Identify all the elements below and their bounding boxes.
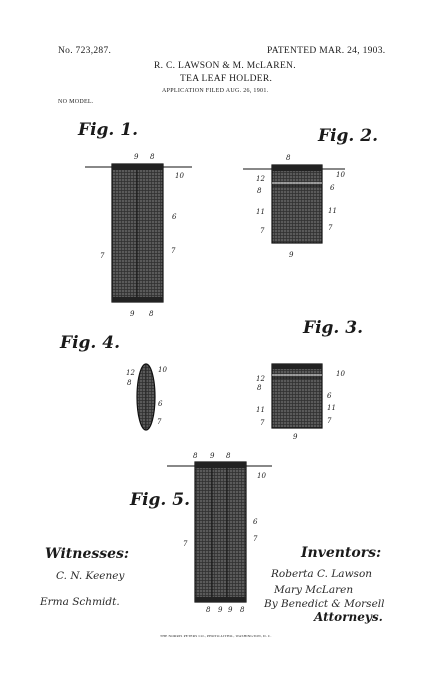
fig3-drawing xyxy=(272,364,322,428)
ref-12: 12 xyxy=(256,175,265,183)
ref-7: 7 xyxy=(157,418,162,426)
patent-date: PATENTED MAR. 24, 1903. xyxy=(267,46,386,56)
ref-8: 8 xyxy=(286,154,291,162)
ref-10: 10 xyxy=(158,366,167,374)
ref-7: 7 xyxy=(260,419,265,427)
ref-8: 8 xyxy=(257,187,262,195)
fig5-label: Fig. 5. xyxy=(130,490,190,510)
ref-10: 10 xyxy=(336,370,345,378)
inventor-signature-1: Roberta C. Lawson xyxy=(271,568,373,580)
ref-7: 7 xyxy=(260,227,265,235)
ref-8: 8 xyxy=(206,606,211,614)
ref-11: 11 xyxy=(256,208,265,216)
ref-8: 8 xyxy=(257,384,262,392)
attorneys-label: Attorneys. xyxy=(314,610,383,624)
ref-12: 12 xyxy=(256,375,265,383)
witness-signature-2: Erma Schmidt. xyxy=(40,596,120,608)
fig3-label: Fig. 3. xyxy=(303,318,363,338)
ref-9: 9 xyxy=(293,433,298,441)
ref-10: 10 xyxy=(336,171,345,179)
attorney-signature: By Benedict & Morsell xyxy=(264,598,385,610)
printer-credit: THE NORRIS PETERS CO., PHOTO-LITHO., WASHINGTON, D. C. xyxy=(160,634,272,638)
ref-9: 9 xyxy=(210,452,215,460)
ref-8: 8 xyxy=(150,153,155,161)
patent-number: No. 723,287. xyxy=(58,46,112,56)
ref-8: 8 xyxy=(240,606,245,614)
ref-11: 11 xyxy=(256,406,265,414)
ref-7: 7 xyxy=(253,535,258,543)
ref-9: 9 xyxy=(289,251,294,259)
ref-7: 7 xyxy=(100,252,105,260)
ref-8: 8 xyxy=(193,452,198,460)
ref-6: 6 xyxy=(327,392,332,400)
inventors-heading: Inventors: xyxy=(301,545,382,561)
ref-10: 10 xyxy=(257,472,266,480)
fig4-drawing xyxy=(137,364,155,430)
fig1-label: Fig. 1. xyxy=(78,120,138,140)
ref-9: 9 xyxy=(134,153,139,161)
ref-7: 7 xyxy=(327,417,332,425)
inventor-names: R. C. LAWSON & M. McLAREN. xyxy=(154,61,296,71)
ref-8: 8 xyxy=(226,452,231,460)
ref-7: 7 xyxy=(183,540,188,548)
fig1-drawing xyxy=(85,164,192,302)
application-date: APPLICATION FILED AUG. 26, 1901. xyxy=(162,88,269,94)
witnesses-heading: Witnesses: xyxy=(45,546,130,562)
fig5-drawing xyxy=(167,462,272,602)
ref-9: 9 xyxy=(228,606,233,614)
ref-7: 7 xyxy=(328,224,333,232)
ref-8: 8 xyxy=(127,379,132,387)
ref-7: 7 xyxy=(171,247,176,255)
ref-6: 6 xyxy=(253,518,258,526)
fig4-label: Fig. 4. xyxy=(60,333,120,353)
inventor-signature-2: Mary McLaren xyxy=(274,584,354,596)
ref-6: 6 xyxy=(158,400,163,408)
ref-12: 12 xyxy=(126,369,135,377)
ref-9: 9 xyxy=(130,310,135,318)
patent-title: TEA LEAF HOLDER. xyxy=(180,74,273,84)
ref-8: 8 xyxy=(149,310,154,318)
fig2-label: Fig. 2. xyxy=(318,126,378,146)
witness-signature-1: C. N. Keeney xyxy=(56,570,125,582)
ref-10: 10 xyxy=(175,172,184,180)
ref-11: 11 xyxy=(328,207,337,215)
ref-9: 9 xyxy=(218,606,223,614)
ref-6: 6 xyxy=(330,184,335,192)
ref-11: 11 xyxy=(327,404,336,412)
model-note: NO MODEL. xyxy=(58,99,94,105)
ref-6: 6 xyxy=(172,213,177,221)
